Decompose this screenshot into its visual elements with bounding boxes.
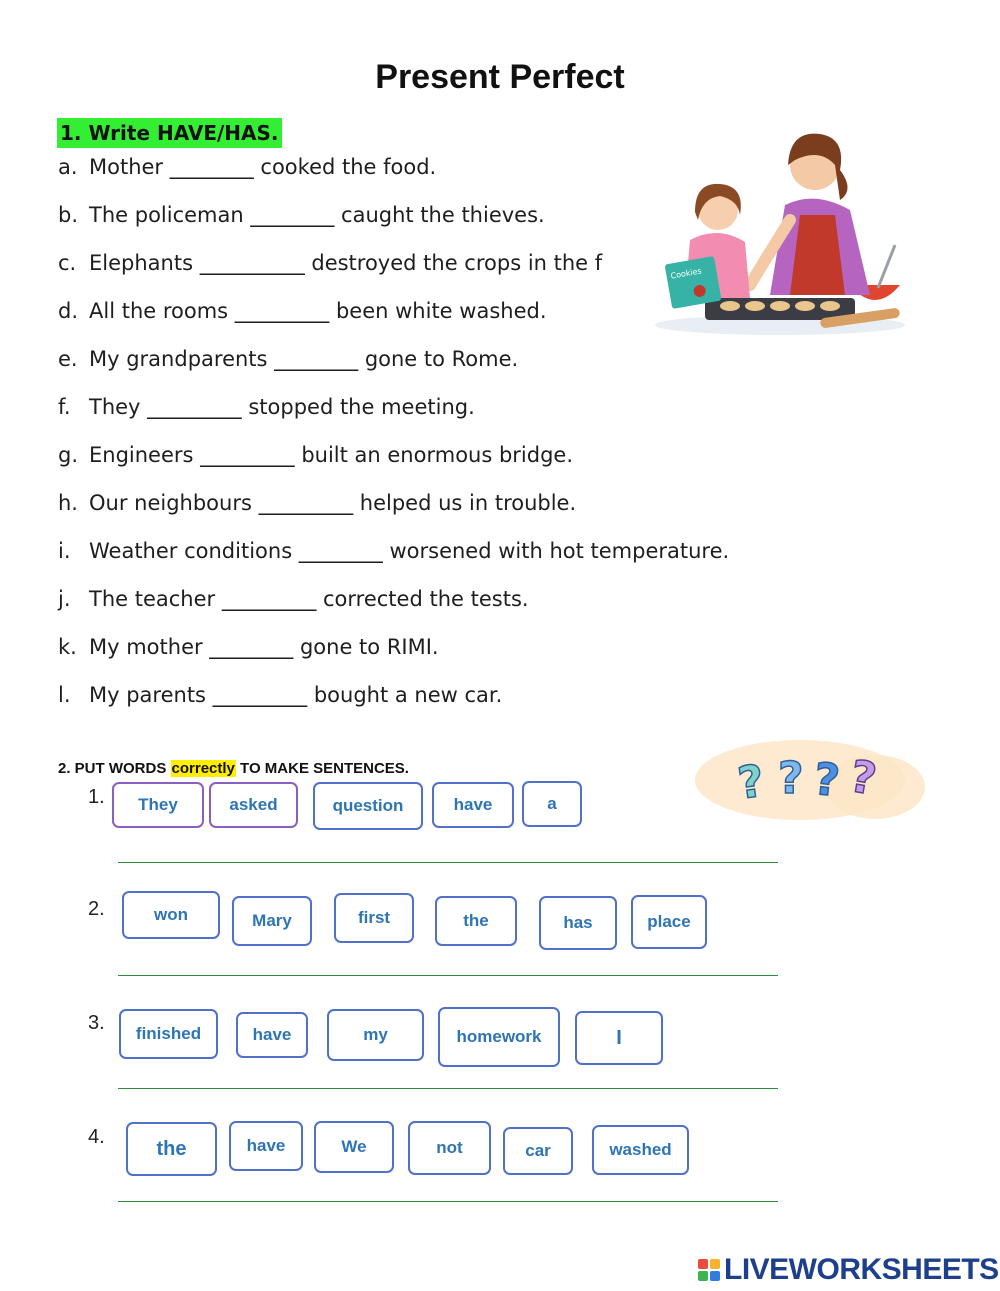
exercise-item xyxy=(58,678,778,726)
sentence-number: 4. xyxy=(88,1126,105,1148)
word-tile[interactable]: I xyxy=(575,1011,663,1065)
whisk xyxy=(878,245,895,288)
exercise-item xyxy=(58,486,778,534)
exercise-item xyxy=(58,630,778,678)
exercise-item xyxy=(58,342,778,390)
section1-heading: 1. Write HAVE/HAS. xyxy=(57,118,282,148)
item-text: My mother ________ gone to RIMI. xyxy=(89,635,439,659)
item-text: They _________ stopped the meeting. xyxy=(89,395,475,419)
item-letter: k. xyxy=(58,635,77,659)
word-tile[interactable]: a xyxy=(522,781,582,827)
exercise-item xyxy=(58,438,778,486)
section2-heading-after: TO MAKE SENTENCES. xyxy=(235,760,409,777)
word-tile[interactable]: washed xyxy=(592,1125,689,1175)
item-letter: j. xyxy=(58,587,71,611)
item-text: My grandparents ________ gone to Rome. xyxy=(89,347,519,371)
answer-line[interactable] xyxy=(118,862,778,863)
question-marks-illustration xyxy=(690,735,940,825)
answer-line[interactable] xyxy=(118,975,778,976)
section2-heading xyxy=(58,758,409,780)
word-tile[interactable]: homework xyxy=(438,1007,560,1067)
word-tile[interactable]: not xyxy=(408,1121,491,1175)
item-letter: i. xyxy=(58,539,71,563)
word-tile[interactable]: have xyxy=(236,1012,308,1058)
word-tile[interactable]: car xyxy=(503,1127,573,1175)
item-letter: l. xyxy=(58,683,71,707)
exercise-item xyxy=(58,534,778,582)
item-text: Mother ________ cooked the food. xyxy=(89,155,437,179)
item-letter: b. xyxy=(58,203,79,227)
question-mark-icon: ? xyxy=(811,753,843,808)
word-tile[interactable]: finished xyxy=(119,1009,218,1059)
word-tile[interactable]: have xyxy=(229,1121,303,1171)
exercise-item xyxy=(58,390,778,438)
sentence-number: 1. xyxy=(88,786,105,808)
word-tile[interactable]: question xyxy=(313,782,423,830)
word-tile[interactable]: first xyxy=(334,893,414,943)
item-text: Weather conditions ________ worsened with hot temperature. xyxy=(89,539,730,563)
liveworksheets-logo[interactable] xyxy=(698,1254,999,1286)
word-tile[interactable]: have xyxy=(432,782,514,828)
question-mark-icon: ? xyxy=(734,755,768,810)
item-letter: a. xyxy=(58,155,78,179)
item-text: The teacher _________ corrected the tests. xyxy=(89,587,529,611)
item-text: Engineers _________ built an enormous bridge. xyxy=(89,443,574,467)
item-text: My parents _________ bought a new car. xyxy=(89,683,503,707)
book-label: Cookies xyxy=(669,266,703,281)
answer-line[interactable] xyxy=(118,1201,778,1202)
question-mark-icon: ? xyxy=(846,750,881,806)
item-letter: c. xyxy=(58,251,77,275)
exercise-item xyxy=(58,582,778,630)
word-tile[interactable]: the xyxy=(435,896,517,946)
word-tile[interactable]: place xyxy=(631,895,707,949)
item-text: The policeman ________ caught the thieves. xyxy=(89,203,545,227)
answer-line[interactable] xyxy=(118,1088,778,1089)
word-tile[interactable]: They xyxy=(112,782,204,828)
word-tile[interactable]: Mary xyxy=(232,896,312,946)
item-letter: g. xyxy=(58,443,79,467)
item-letter: h. xyxy=(58,491,78,515)
word-tile[interactable]: my xyxy=(327,1009,424,1061)
word-tile[interactable]: the xyxy=(126,1122,217,1176)
brand-name: LIVEWORKSHEETS xyxy=(724,1253,999,1286)
word-tile[interactable]: asked xyxy=(209,782,298,828)
section2-heading-highlight: correctly xyxy=(171,760,235,777)
recipe-book xyxy=(665,256,722,309)
word-tile[interactable]: has xyxy=(539,896,617,950)
item-letter: f. xyxy=(58,395,71,419)
sentence-number: 2. xyxy=(88,898,105,920)
word-tile[interactable]: We xyxy=(314,1121,394,1173)
cooking-illustration xyxy=(650,120,910,340)
sentence-number: 3. xyxy=(88,1012,105,1034)
logo-blocks-icon xyxy=(698,1259,720,1281)
question-mark-icon: ? xyxy=(778,753,804,804)
section2-heading-before: 2. PUT WORDS xyxy=(58,760,171,777)
item-text: All the rooms _________ been white washed. xyxy=(89,299,547,323)
item-letter: d. xyxy=(58,299,79,323)
word-tile[interactable]: won xyxy=(122,891,220,939)
item-text: Our neighbours _________ helped us in trouble. xyxy=(89,491,577,515)
item-text: Elephants __________ destroyed the crops in the f xyxy=(89,251,603,275)
page-title: Present Perfect xyxy=(375,58,625,96)
item-letter: e. xyxy=(58,347,78,371)
